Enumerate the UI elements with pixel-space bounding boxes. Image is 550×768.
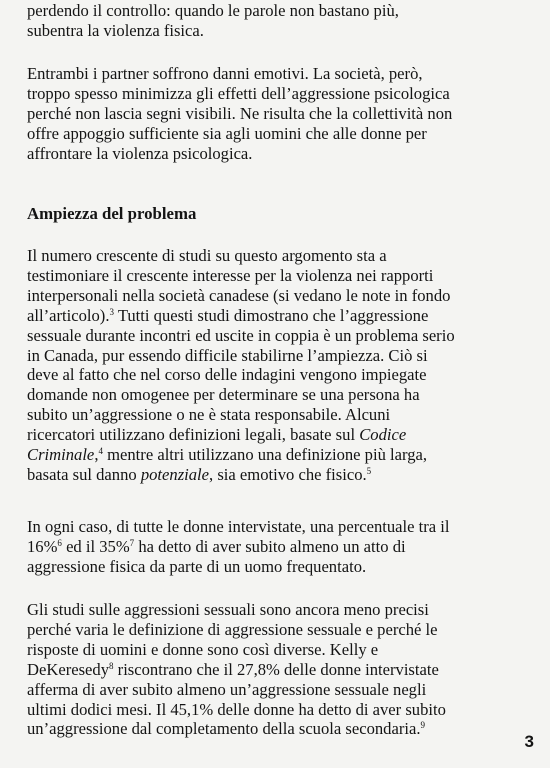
text-line: ricercatori utilizzano definizioni legali, basate sul — [27, 425, 360, 445]
text-line: ed il 35% — [61, 536, 130, 556]
text-line: mentre altri utilizzano una definizione più larga, — [102, 445, 428, 465]
text-line: In ogni caso, di tutte le donne intervistate, una percentuale tra il — [27, 517, 450, 536]
text-line: ultimi dodici mesi. Il 45,1% delle donne ha detto di aver subito — [27, 699, 446, 719]
text-line: subentra la violenza fisica. — [27, 20, 204, 40]
page-number: 3 — [524, 732, 534, 751]
text-line: in Canada, pur essendo difficile stabilirne l’ampiezza. Ciò si — [27, 345, 428, 365]
text-line: aggressione fisica da parte di un uomo frequentato. — [27, 556, 367, 576]
footnote-ref: 6 — [57, 537, 62, 548]
text-line: un’aggressione dal completamento della scuola secondaria. — [27, 719, 421, 739]
paragraph-studies — [27, 246, 455, 485]
text-line: DeKeresedy — [27, 659, 110, 679]
text-line: perché non lascia segni visibili. Ne risulta che la collettività non — [27, 103, 453, 123]
footnote-ref: 8 — [109, 660, 114, 671]
footnote-ref: 9 — [420, 720, 425, 731]
text-line: perdendo il controllo: quando le parole non bastano più, — [27, 1, 399, 20]
footnote-ref: 7 — [129, 537, 135, 548]
text-line: 16% — [27, 536, 58, 556]
text-line: testimoniare il crescente interesse per la violenza nei rapporti — [27, 265, 434, 285]
text-line: all’articolo). — [27, 305, 110, 325]
text-line: domande non omogenee per determinare se una persona ha — [27, 385, 420, 405]
paragraph-percentages — [27, 517, 450, 577]
text-line: subito un’aggressione o ne è stata responsabile. Alcuni — [27, 405, 391, 425]
footnote-ref: 5 — [366, 465, 372, 476]
text-line: affrontare la violenza psicologica. — [27, 143, 253, 163]
text-line: riscontrano che il 27,8% delle donne intervistate — [113, 659, 439, 679]
text-line: sessuale durante incontri ed uscite in coppia è un problema serio — [27, 325, 455, 345]
text-line: perché varia le definizione di aggressione sessuale e perché le — [27, 619, 438, 639]
text-line: Tutti questi studi dimostrano che l’aggressione — [113, 305, 429, 325]
text-line: deve al fatto che nel corso delle indagini vengono impiegate — [27, 365, 427, 385]
text-line: afferma di aver subito almeno un’aggressione sessuale negli — [27, 679, 427, 699]
footnote-ref: 3 — [109, 306, 114, 317]
paragraph-sexual-aggression — [27, 600, 446, 739]
text-line: risposte di uomini e donne sono così diverse. Kelly e — [27, 639, 379, 659]
italic-text: potenziale — [140, 464, 210, 484]
text-line: Il numero crescente di studi su questo argomento sta a — [27, 246, 387, 265]
paragraph-emotional-damage — [27, 64, 452, 164]
text-line: offre appoggio sufficiente sia agli uomini che alle donne per — [27, 123, 427, 143]
italic-text: Criminale — [27, 445, 95, 465]
text-line: troppo spesso minimizza gli effetti dell’aggressione psicologica — [27, 83, 450, 103]
text-line: interpersonali nella società canadese (si vedano le note in fondo — [27, 285, 451, 305]
text-line: ha detto di aver subito almeno un atto di — [134, 536, 406, 556]
footnote-ref: 4 — [98, 446, 103, 457]
text-line: Gli studi sulle aggressioni sessuali sono ancora meno precisi — [27, 600, 429, 619]
section-heading: Ampiezza del problema — [27, 204, 197, 223]
text-line: Entrambi i partner soffrono danni emotivi. La società, però, — [27, 64, 423, 83]
paragraph-continuation — [27, 1, 399, 41]
text-line: , sia emotivo che fisico. — [209, 464, 367, 484]
text-line: basata sul danno — [27, 464, 141, 484]
italic-text: Codice — [359, 425, 407, 445]
text-line: , — [94, 445, 99, 465]
